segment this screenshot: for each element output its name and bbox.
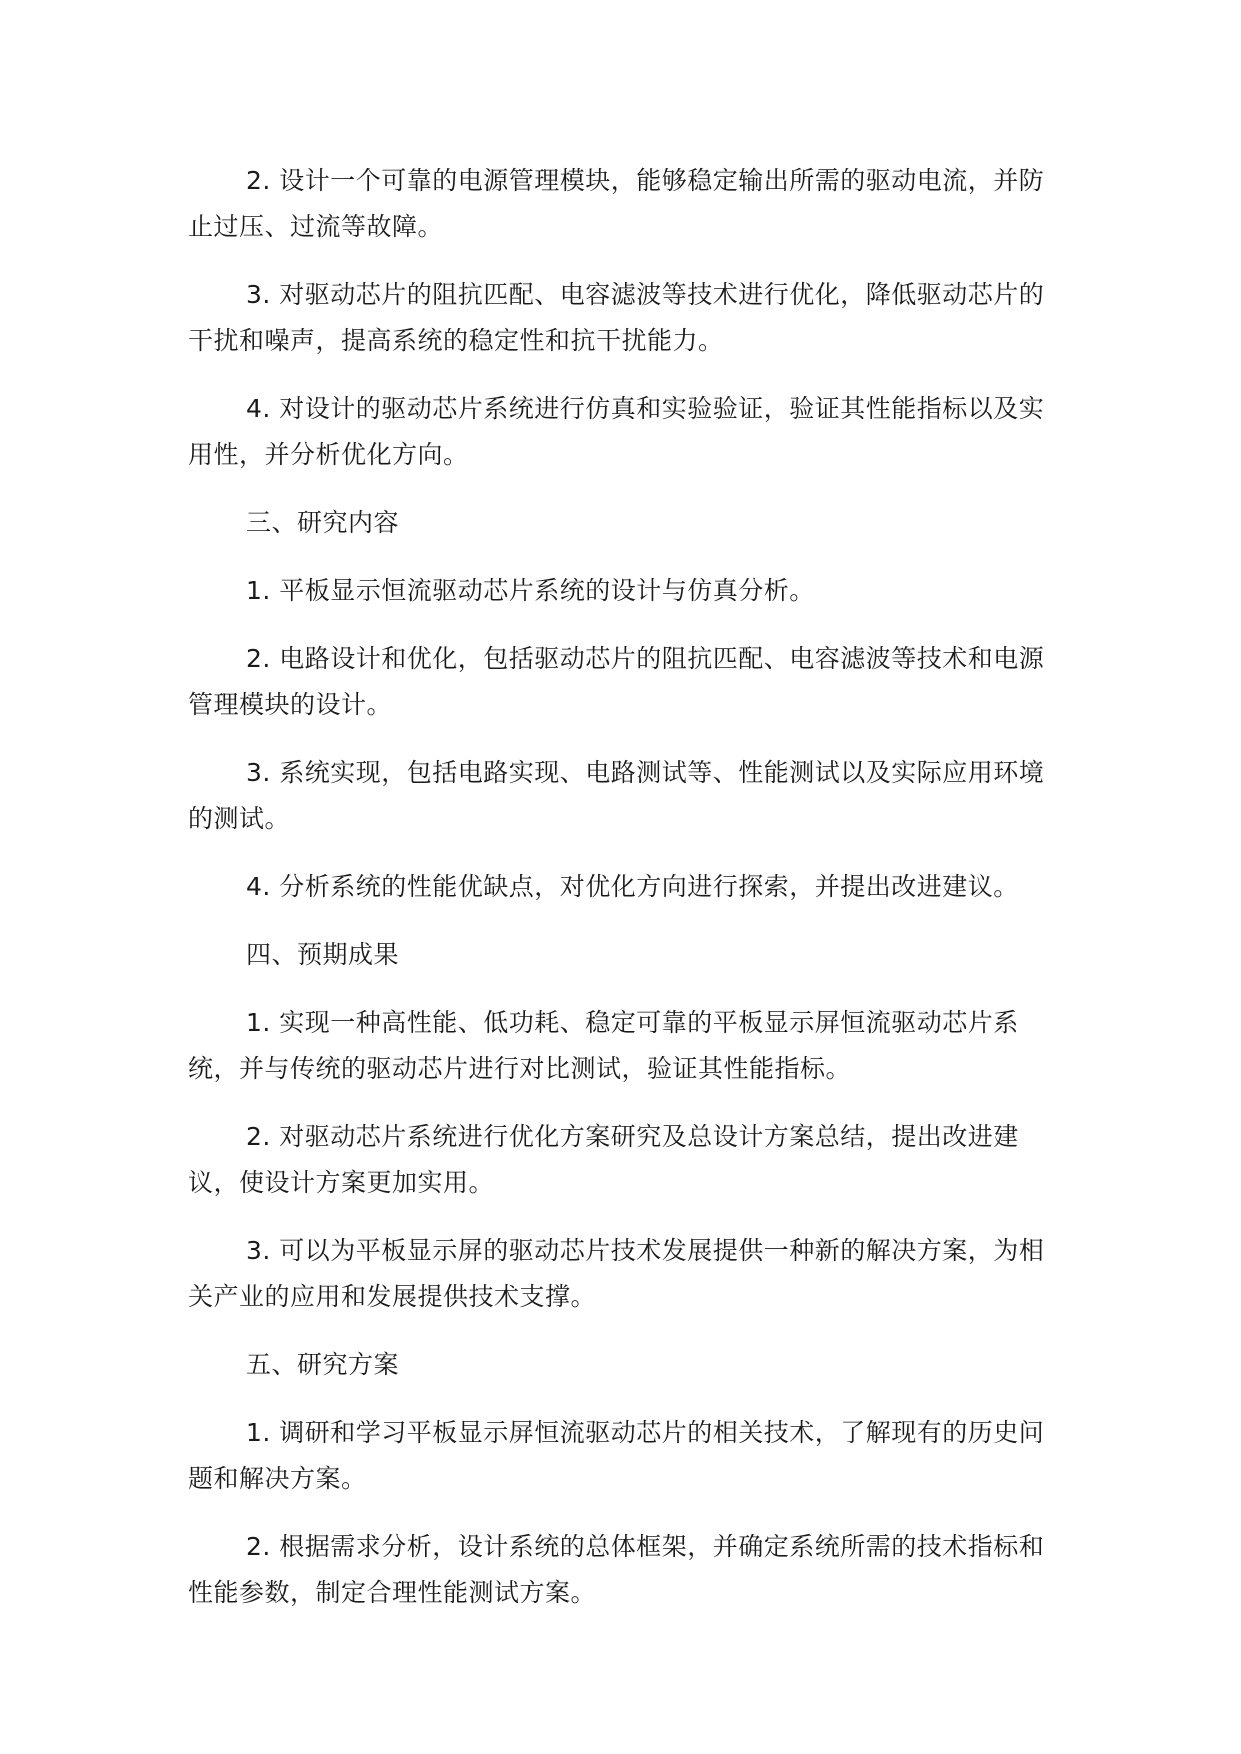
paragraph-content-1: 1. 平板显示恒流驱动芯片系统的设计与仿真分析。: [246, 576, 815, 605]
paragraph-plan-1: 1. 调研和学习平板显示屏恒流驱动芯片的相关技术，了解现有的历史问题和解决方案。: [188, 1418, 1045, 1493]
paragraph-content-2: 2. 电路设计和优化，包括驱动芯片的阻抗匹配、电容滤波等技术和电源管理模块的设计。: [188, 644, 1045, 719]
paragraph-content-3: 3. 系统实现，包括电路实现、电路测试等、性能测试以及实际应用环境的测试。: [188, 758, 1045, 833]
paragraph-plan-2: 2. 根据需求分析，设计系统的总体框架，并确定系统所需的技术指标和性能参数，制定合理性能测试方案。: [188, 1532, 1045, 1607]
paragraph-result-1: 1. 实现一种高性能、低功耗、稳定可靠的平板显示屏恒流驱动芯片系统，并与传统的驱动芯片进行对比测试，验证其性能指标。: [188, 1008, 1019, 1083]
section-heading-research-plan: 五、研究方案: [246, 1350, 400, 1379]
paragraph-content-4: 4. 分析系统的性能优缺点，对优化方向进行探索，并提出改进建议。: [246, 872, 1019, 901]
section-heading-research-content: 三、研究内容: [246, 508, 400, 537]
paragraph-result-3: 3. 可以为平板显示屏的驱动芯片技术发展提供一种新的解决方案，为相关产业的应用和发展提供技术支撑。: [188, 1236, 1045, 1311]
paragraph-goal-2: 2. 设计一个可靠的电源管理模块，能够稳定输出所需的驱动电流，并防止过压、过流等故障。: [188, 166, 1045, 241]
paragraph-goal-3: 3. 对驱动芯片的阻抗匹配、电容滤波等技术进行优化，降低驱动芯片的干扰和噪声，提高系统的稳定性和抗干扰能力。: [188, 280, 1045, 355]
document-body: [188, 158, 1048, 1638]
paragraph-goal-4: 4. 对设计的驱动芯片系统进行仿真和实验验证，验证其性能指标以及实用性，并分析优化方向。: [188, 394, 1045, 469]
section-heading-expected-results: 四、预期成果: [246, 940, 400, 969]
paragraph-result-2: 2. 对驱动芯片系统进行优化方案研究及总设计方案总结，提出改进建议，使设计方案更加实用。: [188, 1122, 1019, 1197]
